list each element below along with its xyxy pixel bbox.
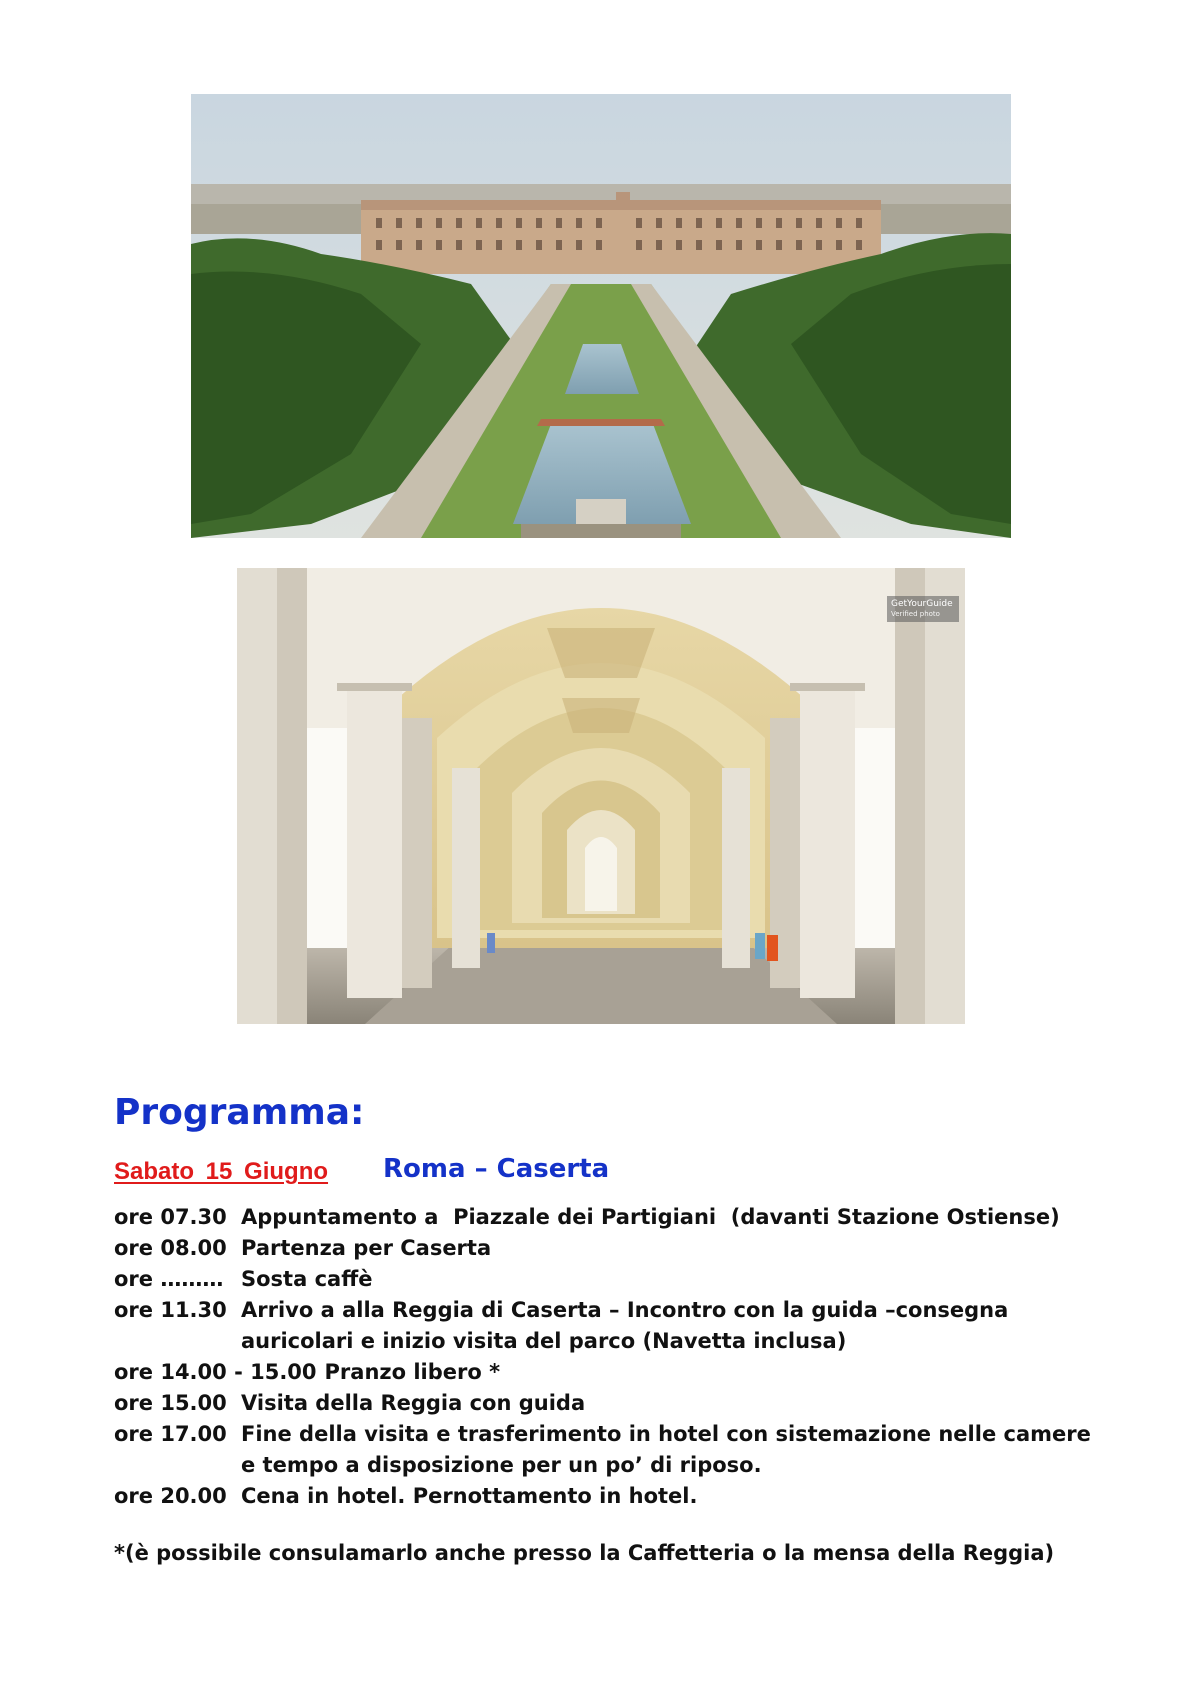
day-header [114, 1152, 1014, 1186]
schedule-time: ore ……… [114, 1267, 224, 1291]
day-date: Sabato 15 Giugno [114, 1158, 329, 1185]
schedule-text: Visita della Reggia con guida [241, 1391, 586, 1415]
schedule-item [114, 1202, 1094, 1233]
palace-garden-illustration [191, 94, 1011, 538]
colonnade-photo [237, 568, 965, 1024]
schedule-text: Pranzo libero * [324, 1360, 501, 1384]
footnote: *(è possibile consulamarlo anche presso la Caffetteria o la mensa della Reggia) [114, 1541, 1055, 1565]
schedule-time: ore 15.00 [114, 1391, 227, 1415]
schedule-text: Cena in hotel. Pernottamento in hotel. [241, 1484, 698, 1508]
schedule-time: ore 11.30 [114, 1298, 227, 1322]
schedule-text: Appuntamento a Piazzale dei Partigiani (davanti Stazione Ostiense) [241, 1205, 1060, 1229]
watermark-title: GetYourGuide [891, 599, 953, 609]
schedule-text: Partenza per Caserta [241, 1236, 492, 1260]
schedule-item [114, 1388, 1094, 1419]
schedule-time: ore 17.00 [114, 1422, 227, 1446]
schedule-item [114, 1481, 1094, 1512]
schedule-time: ore 14.00 - 15.00 [114, 1360, 317, 1384]
day-route: Roma – Caserta [383, 1154, 610, 1184]
schedule-list [114, 1202, 1094, 1512]
schedule-text: Arrivo a alla Reggia di Caserta – Incontro con la guida –consegna auricolari e inizio visita del parco (Navetta inclusa) [241, 1298, 1009, 1353]
schedule-item [114, 1233, 1094, 1264]
schedule-item [114, 1295, 1094, 1357]
schedule-time: ore 08.00 [114, 1236, 227, 1260]
schedule-time: ore 20.00 [114, 1484, 227, 1508]
watermark-subtitle: Verified photo [891, 610, 940, 618]
schedule-text: Fine della visita e trasferimento in hotel con sistemazione nelle camere e tempo a disposizione per un po’ di riposo. [241, 1422, 1091, 1477]
schedule-text: Sosta caffè [241, 1267, 373, 1291]
watermark-badge [887, 596, 959, 622]
program-heading: Programma: [114, 1092, 365, 1133]
schedule-item [114, 1357, 1094, 1388]
schedule-item [114, 1419, 1094, 1481]
schedule-item [114, 1264, 1094, 1295]
palace-garden-photo [191, 94, 1011, 538]
schedule-time: ore 07.30 [114, 1205, 227, 1229]
colonnade-illustration [237, 568, 965, 1024]
